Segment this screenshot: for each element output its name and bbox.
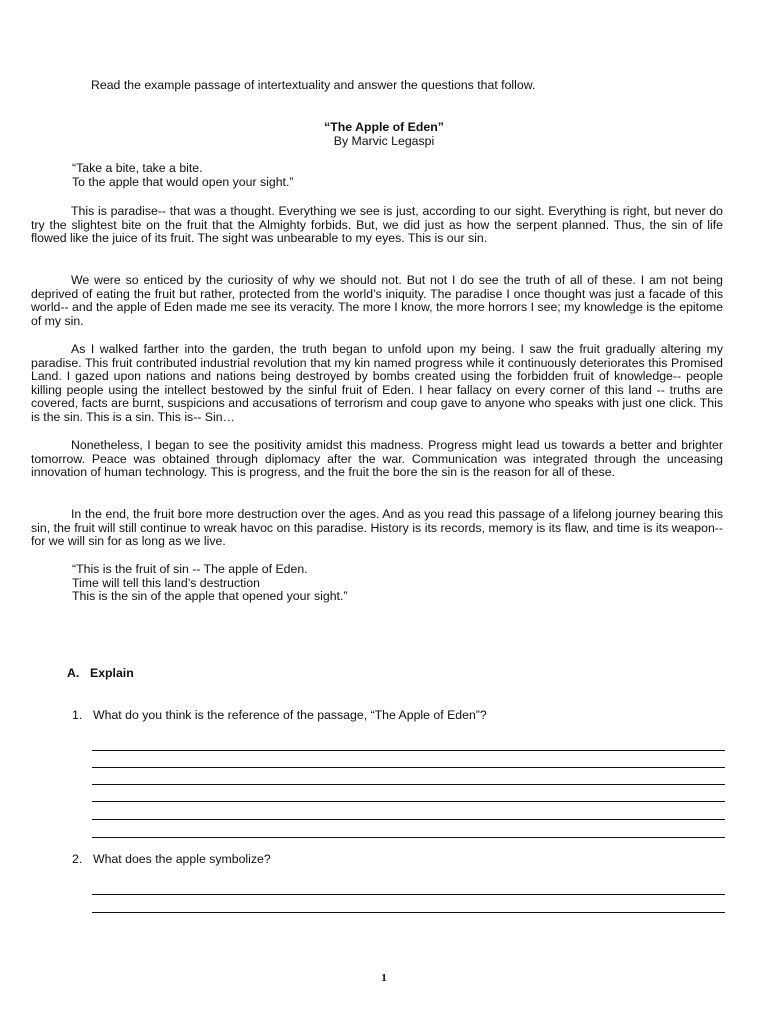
closing-verse: [72, 563, 732, 604]
verse-line: This is the sin of the apple that opened your sight.”: [72, 589, 348, 604]
question-number: 1.: [72, 708, 83, 722]
answer-line[interactable]: [92, 750, 725, 751]
question-1: [72, 709, 487, 723]
question-text: What do you think is the reference of the passage, “The Apple of Eden”?: [93, 708, 487, 722]
answer-line[interactable]: [92, 801, 725, 802]
question-number: 2.: [72, 852, 83, 866]
verse-line: Time will tell this land’s destruction: [72, 575, 260, 590]
answer-line[interactable]: [92, 767, 725, 768]
section-letter: A.: [67, 666, 80, 680]
verse-line: “Take a bite, take a bite.: [72, 161, 203, 175]
opening-verse: [72, 162, 732, 189]
section-title: Explain: [90, 666, 134, 680]
poem-title: “The Apple of Eden”: [324, 120, 444, 134]
paragraph: Nonetheless, I began to see the positivity amidst this madness. Progress might lead us towards a better and brighter tomorrow. Peace was obtained through diplomacy after the war. Communication was integrated through the unceasing innovation of human technology. This is progress, and the fruit the bore the sin is the reason for all of these.: [31, 438, 723, 480]
question-text: What does the apple symbolize?: [93, 852, 271, 866]
answer-line[interactable]: [92, 894, 725, 895]
verse-line: To the apple that would open your sight.”: [72, 174, 294, 189]
paragraph: We were so enticed by the curiosity of why we should not. But not I do see the truth of all of these. I am not being deprived of eating the fruit but rather, protected from the world’s iniquity. The paradise I once thought was just a facade of this world-- and the apple of Eden made me see its veracity. The more I know, the more horrors I see; my knowledge is the epitome of my sin.: [31, 273, 723, 328]
page-number: 1: [381, 972, 387, 984]
poem-byline: By Marvic Legaspi: [333, 134, 435, 148]
section-heading: [67, 667, 134, 681]
answer-line[interactable]: [92, 837, 725, 838]
paragraph: In the end, the fruit bore more destruction over the ages. And as you read this passage of a lifelong journey bearing this sin, the fruit will still continue to wreak havoc on this paradise. History is its records, memory is its flaw, and time is its weapon-- for we will sin for as long as we live.: [31, 507, 723, 549]
paragraph: As I walked farther into the garden, the truth began to unfold upon my being. I saw the fruit gradually altering my paradise. This fruit contributed industrial revolution that my kin named progress while it continuously deteriorates this Promised Land. I gazed upon nations and nations being destroyed by bombs created using the forbidden fruit of knowledge-- people killing people using the intellect bestowed by the sinful fruit of Eden. I hear fallacy on every corner of this land -- truths are covered, facts are burnt, suspicions and accusations of terrorism and coup gave to anyone who speaks with just one click. This is the sin. This is a sin. This is-- Sin…: [31, 342, 723, 424]
answer-line[interactable]: [92, 784, 725, 785]
instructions: Read the example passage of intertextuality and answer the questions that follow.: [91, 78, 536, 92]
question-2: [72, 853, 271, 867]
answer-line[interactable]: [92, 819, 725, 820]
verse-line: “This is the fruit of sin -- The apple of Eden.: [72, 562, 308, 576]
answer-line[interactable]: [92, 912, 725, 913]
paragraph: This is paradise-- that was a thought. Everything we see is just, according to our sight. Everything is right, but never do try the slightest bite on the fruit that the Almighty forbids. But, we did just as how the serpent planned. Thus, the sin of life flowed like the juice of its fruit. The sight was unbearable to my eyes. This is our sin.: [31, 204, 723, 246]
